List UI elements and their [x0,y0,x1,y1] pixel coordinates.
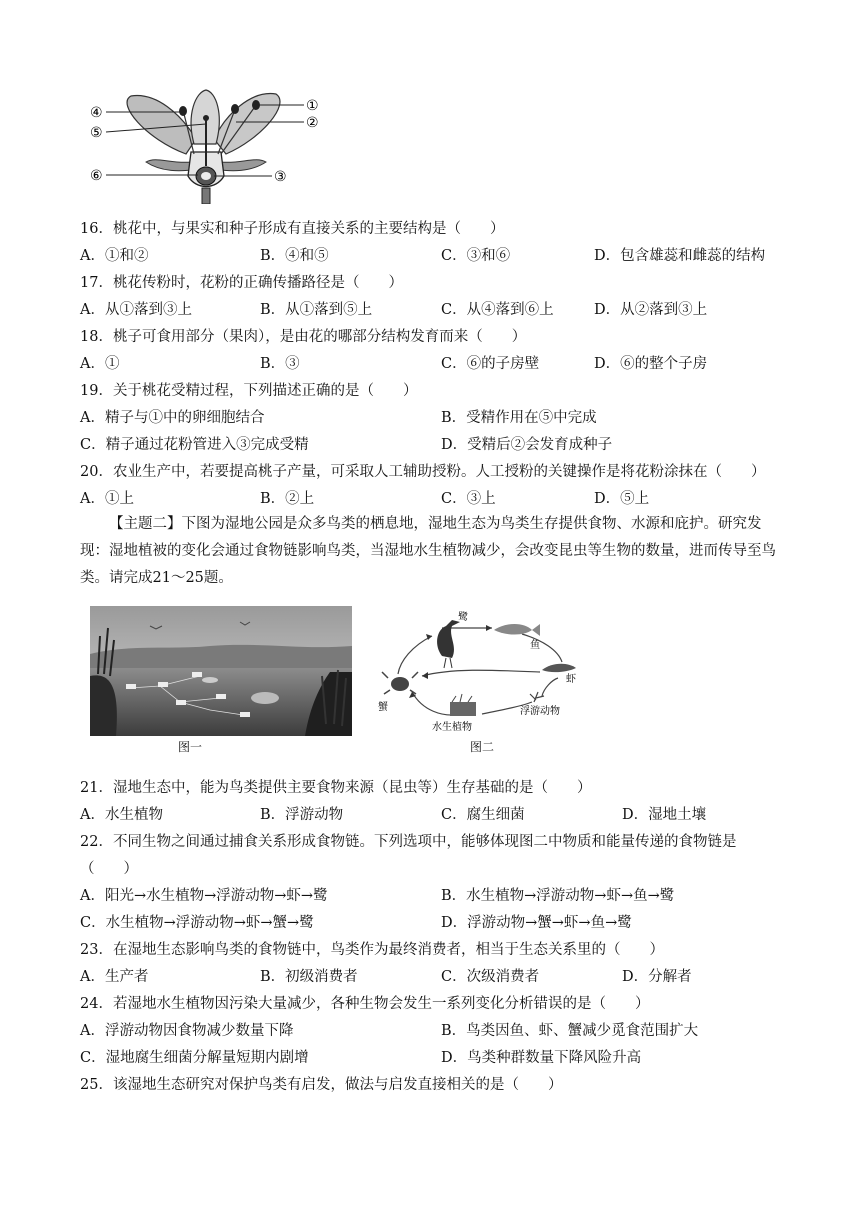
q16-option-c: C．③和⑥ [441,248,511,264]
q19-option-a: A．精子与①中的卵细胞结合 [80,410,265,426]
flower-label-5: ⑤ [90,125,103,141]
node-plankton: 浮游动物 [520,706,560,717]
question-21-stem: 21．湿地生态中，能为鸟类提供主要食物来源（昆虫等）生存基础的是（ ） [80,780,592,796]
question-22-stem-bracket: （ ） [80,861,138,877]
figure2-caption: 图二 [470,740,495,754]
q20-option-a: A．①上 [80,491,134,507]
node-fish: 鱼 [530,640,540,651]
figure1-caption: 图一 [178,740,203,754]
q17-option-c: C．从④落到⑥上 [441,302,554,318]
q20-option-c: C．③上 [441,491,496,507]
q24-option-b: B．鸟类因鱼、虾、蟹减少觅食范围扩大 [441,1023,699,1039]
q22-option-d: D．浮游动物→蟹→虾→鱼→鹭 [441,915,632,931]
question-20-stem: 20．农业生产中，若要提高桃子产量，可采取人工辅助授粉。人工授粉的关键操作是将花粉涂抹在（ ） [80,464,766,480]
node-heron: 鹭 [458,612,468,623]
q23-option-b: B．初级消费者 [260,969,358,985]
q21-option-b: B．浮游动物 [260,807,344,823]
flower-label-4: ④ [90,105,103,121]
q22-option-a: A．阳光→水生植物→浮游动物→虾→鹭 [80,888,328,904]
question-16-stem: 16．桃花中，与果实和种子形成有直接关系的主要结构是（ ） [80,221,505,237]
node-shrimp: 虾 [566,674,576,685]
q21-option-c: C．腐生细菌 [441,807,525,823]
q21-option-d: D．湿地土壤 [622,807,707,823]
q20-option-b: B．②上 [260,491,315,507]
flower-label-6: ⑥ [90,168,103,184]
question-18-stem: 18．桃子可食用部分（果肉），是由花的哪部分结构发育而来（ ） [80,329,527,345]
q16-option-d: D．包含雄蕊和雌蕊的结构 [594,248,766,264]
question-17-stem: 17．桃花传粉时，花粉的正确传播路径是（ ） [80,275,403,291]
q17-option-b: B．从①落到⑤上 [260,302,373,318]
flower-diagram [86,84,336,204]
q23-option-a: A．生产者 [80,969,149,985]
q19-option-d: D．受精后②会发育成种子 [441,437,613,453]
food-web-figure [372,606,592,736]
question-25-stem: 25．该湿地生态研究对保护鸟类有启发，做法与启发直接相关的是（ ） [80,1077,563,1093]
topic2-intro [80,511,786,592]
flower-label-2: ② [306,115,319,131]
q17-option-d: D．从②落到③上 [594,302,708,318]
q18-option-a: A．① [80,356,120,372]
q22-option-b: B．水生植物→浮游动物→虾→鱼→鹭 [441,888,675,904]
q23-option-d: D．分解者 [622,969,692,985]
flower-label-3: ③ [274,169,287,185]
q19-option-b: B．受精作用在⑤中完成 [441,410,597,426]
q21-option-a: A．水生植物 [80,807,163,823]
topic2-title: 【主题二】 [109,516,182,532]
q20-option-d: D．⑤上 [594,491,650,507]
q19-option-c: C．精子通过花粉管进入③完成受精 [80,437,309,453]
q22-option-c: C．水生植物→浮游动物→虾→蟹→鹭 [80,915,314,931]
q16-option-b: B．④和⑤ [260,248,329,264]
question-22-stem: 22．不同生物之间通过捕食关系形成食物链。下列选项中，能够体现图二中物质和能量传递的食物链是 [80,834,737,850]
wetland-scene-figure [90,606,352,736]
q23-option-c: C．次级消费者 [441,969,540,985]
question-19-stem: 19．关于桃花受精过程，下列描述正确的是（ ） [80,383,418,399]
q16-option-a: A．①和② [80,248,149,264]
topic2-text: 下图为湿地公园是众多鸟类的栖息地，湿地生态为鸟类生存提供食物、水源和庇护。研究发现：湿地植被的变化会通过食物链影响鸟类，当湿地水生植物减少，会改变昆虫等生物的数量，进而传导至鸟类。请完成21～25题。 [80,516,776,586]
node-crab: 蟹 [378,702,388,713]
q17-option-a: A．从①落到③上 [80,302,192,318]
flower-label-1: ① [306,98,319,114]
q18-option-b: B．③ [260,356,300,372]
q24-option-d: D．鸟类种群数量下降风险升高 [441,1050,642,1066]
q24-option-c: C．湿地腐生细菌分解量短期内剧增 [80,1050,309,1066]
q18-option-c: C．⑥的子房壁 [441,356,540,372]
question-24-stem: 24．若湿地水生植物因污染大量减少，各种生物会发生一系列变化分析错误的是（ ） [80,996,650,1012]
q24-option-a: A．浮游动物因食物减少数量下降 [80,1023,294,1039]
node-aquatic-plants: 水生植物 [432,722,472,733]
question-23-stem: 23．在湿地生态影响鸟类的食物链中，鸟类作为最终消费者，相当于生态关系里的（ ） [80,942,664,958]
q18-option-d: D．⑥的整个子房 [594,356,708,372]
